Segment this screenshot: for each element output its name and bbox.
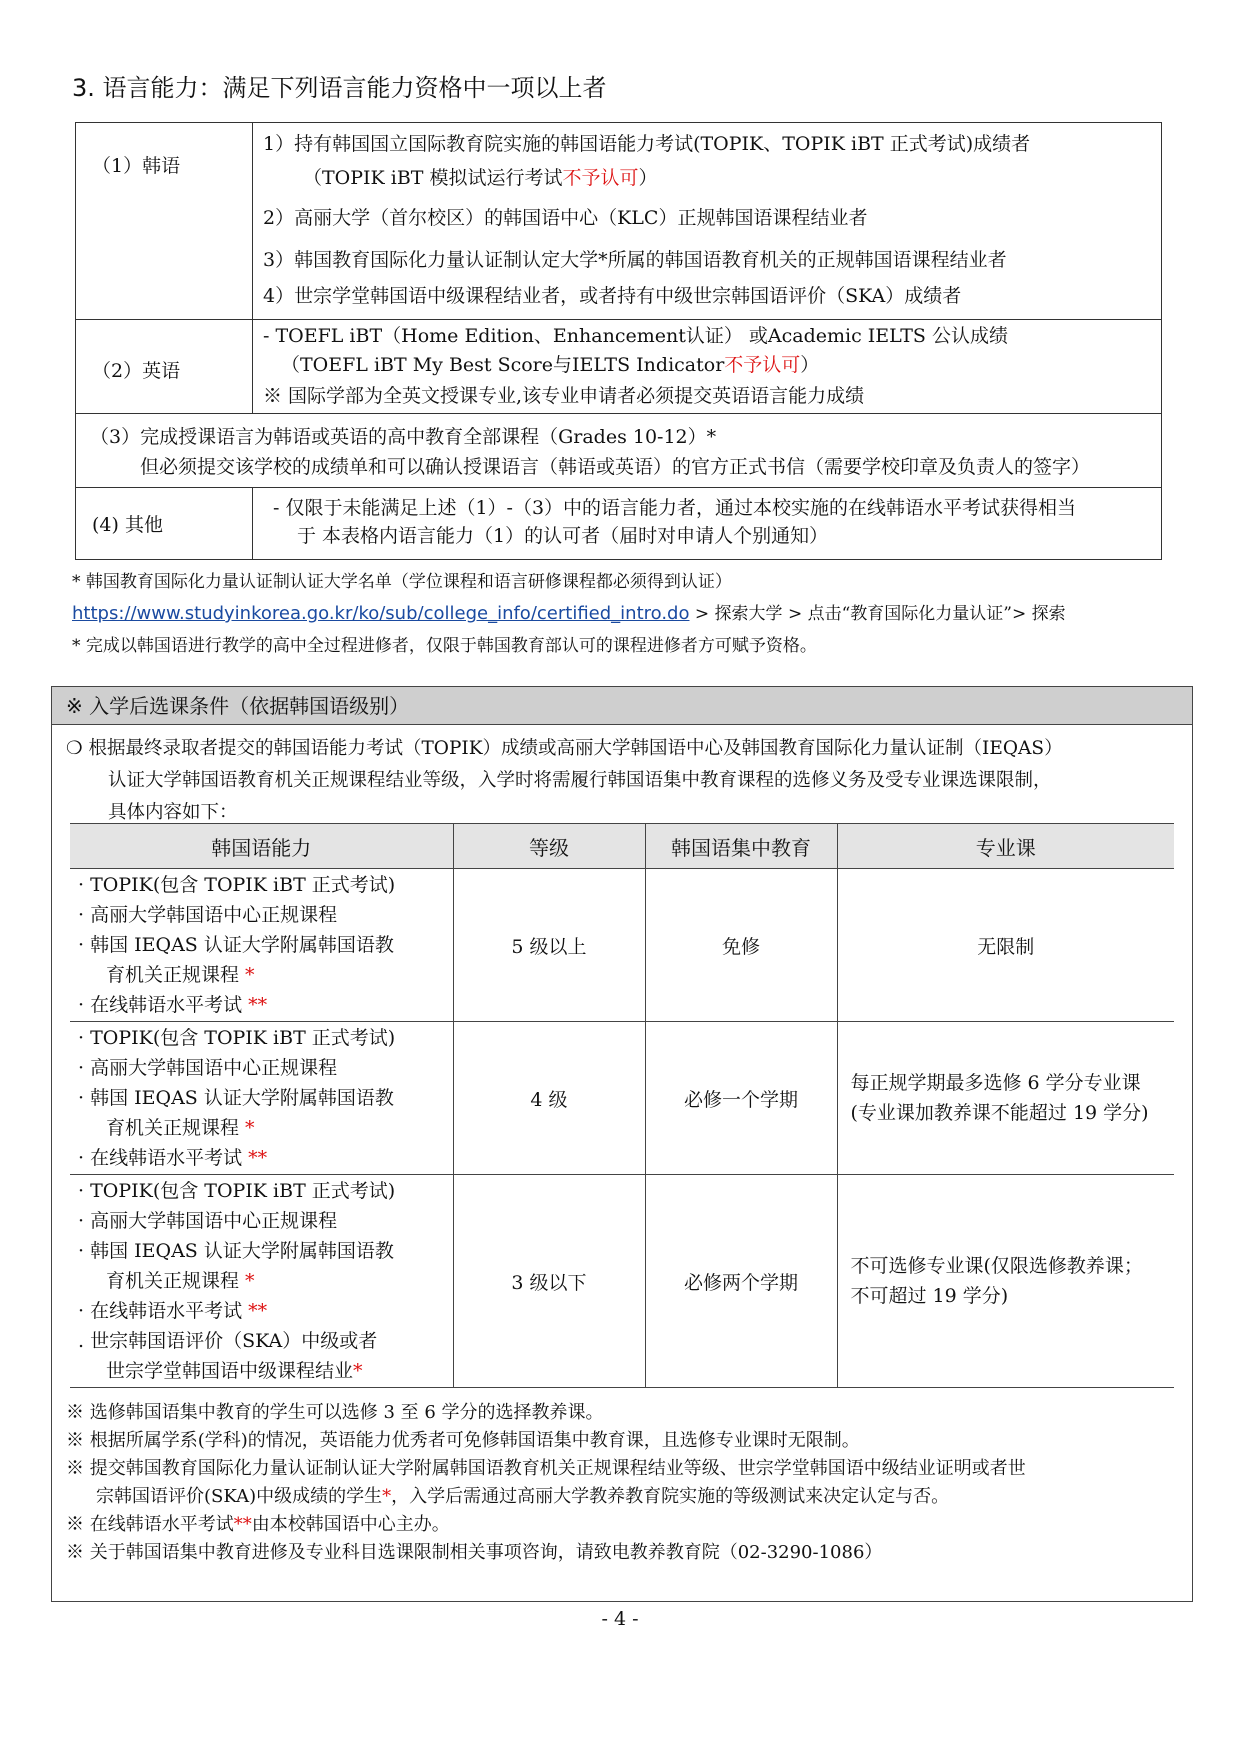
page-number: - 4 -: [601, 1608, 639, 1630]
intensive-cell: 必修一个学期: [645, 1022, 837, 1175]
table-row: [70, 869, 1174, 1022]
table-row: [70, 1022, 1174, 1175]
major-cell: 不可选修专业课(仅限选修教养课；不可超过 19 学分): [837, 1175, 1174, 1388]
language-requirements-table: [75, 122, 1162, 560]
course-selection-intro: ❍ 根据最终录取者提交的韩国语能力考试（TOPIK）成绩或高丽大学韩国语中心及韩国教育国际化力量认证制（IEQAS） 认证大学韩国语教育机关正规课程结业等级，入学时将需履行韩国语集中教育课程的选修义务及受专业课选课限制， 具体内容如下：: [66, 738, 1063, 823]
header-intensive: 韩国语集中教育: [645, 824, 837, 869]
section-heading: 3. 语言能力：满足下列语言能力资格中一项以上者: [72, 74, 607, 102]
ability-list: · TOPIK(包含 TOPIK iBT 正式考试) · 高丽大学韩国语中心正规课程 · 韩国 IEQAS 认证大学附属韩国语教 育机关正规课程 * · 在线韩语水平考试 ** . 世宗韩国语评价（SKA）中级或者 世宗学堂韩国语中级课程结业*: [70, 1175, 453, 1388]
level-cell: 5 级以上: [453, 869, 645, 1022]
course-selection-box: [51, 686, 1193, 1602]
header-korean-ability: 韩国语能力: [70, 824, 453, 869]
ability-list: · TOPIK(包含 TOPIK iBT 正式考试) · 高丽大学韩国语中心正规课程 · 韩国 IEQAS 认证大学附属韩国语教 育机关正规课程 * · 在线韩语水平考试 **: [70, 869, 453, 1022]
korean-level-table: [70, 823, 1174, 1388]
korean-label: （1）韩语: [76, 123, 253, 320]
level-cell: 3 级以下: [453, 1175, 645, 1388]
other-requirement: - 仅限于未能满足上述（1）-（3）中的语言能力者，通过本校实施的在线韩语水平考试获得相当 于 本表格内语言能力（1）的认可者（届时对申请人个别通知）: [253, 488, 1162, 560]
korean-requirements: 1）持有韩国国立国际教育院实施的韩国语能力考试(TOPIK、TOPIK iBT 正式考试)成绩者 （TOPIK iBT 模拟试运行考试不予认可） 2）高丽大学（首尔校区）的韩国语中心（KLC）正规韩国语课程结业者 3）韩国教育国际化力量认证制认定大学*所属的韩国语教育机关的正规韩国语课程结业者 4）世宗学堂韩国语中级课程结业者，或者持有中级世宗韩国语评价（SKA）成绩者: [253, 123, 1162, 320]
certified-list-link[interactable]: https://www.studyinkorea.go.kr/ko/sub/college_info/certified_intro.do: [72, 603, 690, 624]
other-label: (4) 其他: [76, 488, 253, 560]
table-row: [70, 1175, 1174, 1388]
english-requirements: - TOEFL iBT（Home Edition、Enhancement认证） 或Academic IELTS 公认成绩 （TOEFL iBT My Best Score与IELTS Indicator不予认可） ※ 国际学部为全英文授课专业,该专业申请者必须提交英语语言能力成绩: [253, 320, 1162, 414]
intensive-cell: 必修两个学期: [645, 1175, 837, 1388]
course-selection-title: ※ 入学后选课条件（依据韩国语级别）: [52, 687, 1192, 725]
certified-list-note: * 韩国教育国际化力量认证制认证大学名单（学位课程和语言研修课程都必须得到认证）: [72, 572, 732, 592]
header-level: 等级: [453, 824, 645, 869]
header-major: 专业课: [837, 824, 1174, 869]
high-school-requirement: （3）完成授课语言为韩语或英语的高中教育全部课程（Grades 10-12）* 但必须提交该学校的成绩单和可以确认授课语言（韩语或英语）的官方正式书信（需要学校印章及负责人的签字）: [76, 414, 1162, 488]
intensive-cell: 免修: [645, 869, 837, 1022]
certified-link-row: https://www.studyinkorea.go.kr/ko/sub/college_info/certified_intro.do > 探索大学 > 点击“教育国际化力量认证”> 探索: [72, 603, 1066, 624]
major-cell: 无限制: [837, 869, 1174, 1022]
ability-list: · TOPIK(包含 TOPIK iBT 正式考试) · 高丽大学韩国语中心正规课程 · 韩国 IEQAS 认证大学附属韩国语教 育机关正规课程 * · 在线韩语水平考试 **: [70, 1022, 453, 1175]
major-cell: 每正规学期最多选修 6 学分专业课(专业课加教养课不能超过 19 学分): [837, 1022, 1174, 1175]
level-cell: 4 级: [453, 1022, 645, 1175]
certification-notes: [72, 568, 1066, 660]
english-label: （2）英语: [76, 320, 253, 414]
course-selection-notes: ※ 选修韩国语集中教育的学生可以选修 3 至 6 学分的选择教养课。 ※ 根据所属学系(学科)的情况，英语能力优秀者可免修韩国语集中教育课，且选修专业课时无限制。 ※ 提交韩国教育国际化力量认证制认证大学附属韩国语教育机关正规课程结业等级、世宗学堂韩国语中级结业证明或者世 宗韩国语评价(SKA)中级成绩的学生*，入学后需通过高丽大学教养教育院实施的等级测试来决定认定与否。 ※ 在线韩语水平考试**由本校韩国语中心主办。 ※ 关于韩国语集中教育进修及专业科目选课限制相关事项咨询，请致电教养教育院（02-3290-1086）: [66, 1402, 1026, 1563]
high-school-note: * 完成以韩国语进行教学的高中全过程进修者，仅限于韩国教育部认可的课程进修者方可赋予资格。: [72, 636, 817, 656]
